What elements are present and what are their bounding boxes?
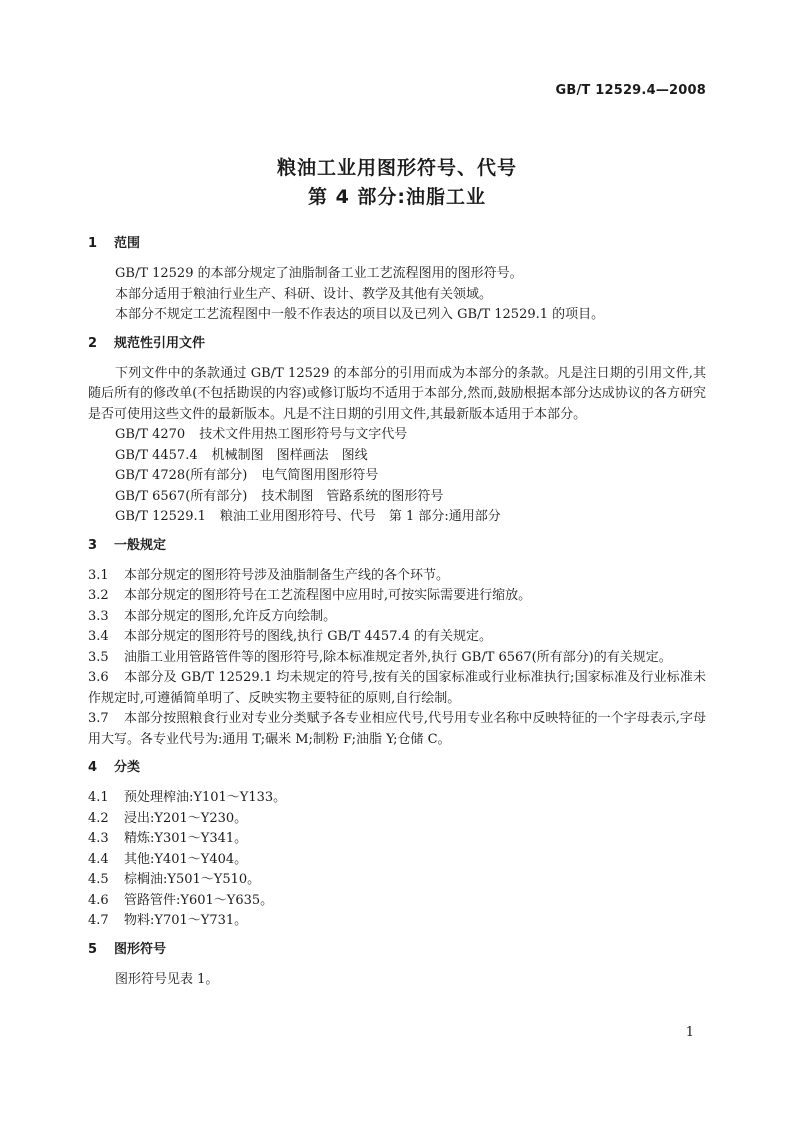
clause-text: 其他:Y401～Y404。: [124, 851, 248, 867]
reference-code: GB/T 4457.4: [115, 447, 198, 463]
reference-code: GB/T 12529.1: [115, 509, 206, 524]
clause-text: 本部分规定的图形符号的图线,执行 GB/T 4457.4 的有关规定。: [124, 629, 493, 644]
section-number: 1: [88, 236, 98, 251]
clause-number: 3.6: [88, 670, 109, 685]
reference-item: [88, 487, 706, 508]
clause-text: 本部分规定的图形符号在工艺流程图中应用时,可按实际需要进行缩放。: [124, 588, 532, 603]
section-number: 4: [88, 760, 98, 775]
clause-number: 3.7: [88, 711, 109, 726]
section-number: 5: [88, 941, 98, 957]
reference-item: [88, 507, 706, 528]
section-title: 范围: [114, 236, 141, 251]
reference-code: GB/T 4728(所有部分): [115, 468, 248, 483]
clause: [88, 891, 706, 912]
clause-number: 3.2: [88, 588, 109, 603]
clause-number: 4.6: [88, 892, 109, 908]
section-title: 图形符号: [114, 941, 167, 957]
section-number: 3: [88, 537, 98, 553]
clause-number: 4.2: [88, 810, 109, 826]
document-title-line-1: 粮油工业用图形符号、代号: [276, 157, 517, 179]
section-heading-scope: [88, 233, 706, 254]
clause-number: 4.3: [88, 831, 109, 846]
document-body: [88, 233, 706, 990]
clause-text: 精炼:Y301～Y341。: [124, 831, 248, 846]
reference-code: GB/T 4270: [115, 427, 186, 442]
clause-text: 物料:Y701～Y731。: [124, 913, 248, 928]
clause: [88, 607, 706, 628]
clause-number: 3.4: [88, 629, 109, 644]
reference-code: GB/T 6567(所有部分): [115, 488, 248, 504]
section-title: 规范性引用文件: [114, 335, 206, 351]
standard-number: GB/T 12529.4—2008: [555, 83, 706, 98]
reference-title: 粮油工业用图形符号、代号 第 1 部分:通用部分: [219, 509, 501, 524]
section-heading-general-rules: [88, 535, 706, 556]
paragraph: 本部分不规定工艺流程图中一般不作表达的项目以及已列入 GB/T 12529.1 的项目。: [115, 307, 605, 322]
reference-title: 技术文件用热工图形符号与文字代号: [199, 427, 408, 442]
clause-number: 4.7: [88, 913, 109, 928]
clause-number: 3.1: [88, 567, 109, 583]
document-title-line-2: 第 4 部分:油脂工业: [307, 186, 487, 208]
section-title: 一般规定: [114, 537, 167, 553]
clause-text: 本部分规定的图形,允许反方向绘制。: [124, 608, 337, 624]
section-heading-classification: [88, 757, 706, 778]
clause-text: 本部分按照粮食行业对专业分类赋予各专业相应代号,代号用专业名称中反映特征的一个字母表示,字母用大写。各专业代号为:通用 T;碾米 M;制粉 F;油脂 Y;仓储 C。: [88, 711, 706, 747]
clause: [88, 829, 706, 850]
section-heading-normative-references: [88, 333, 706, 354]
clause: [88, 788, 706, 809]
reference-title: 技术制图 管路系统的图形符号: [261, 488, 444, 504]
clause: [88, 627, 706, 648]
clause-text: 油脂工业用管路管件等的图形符号,除本标准规定者外,执行 GB/T 6567(所有部分)的有关规定。: [124, 649, 672, 665]
clause-number: 4.5: [88, 872, 109, 887]
clause-text: 浸出:Y201～Y230。: [124, 810, 248, 826]
clause: [88, 850, 706, 871]
clause: [88, 648, 706, 669]
clause-text: 本部分规定的图形符号涉及油脂制备生产线的各个环节。: [124, 567, 450, 583]
paragraph: 下列文件中的条款通过 GB/T 12529 的本部分的引用而成为本部分的条款。凡是注日期的引用文件,其随后所有的修改单(不包括勘误的内容)或修订版均不适用于本部分,然而,鼓励根据本部分达成协议的各方研究是否可使用这些文件的最新版本。凡是不注日期的引用文件,其最新版本适用于本部分。: [88, 365, 706, 422]
reference-item: [88, 446, 706, 467]
clause-text: 预处理榨油:Y101～Y133。: [124, 790, 287, 805]
clause: [88, 809, 706, 830]
reference-title: 电气简图用图形符号: [261, 468, 379, 483]
clause-text: 管路管件:Y601～Y635。: [124, 892, 274, 908]
clause: [88, 911, 706, 932]
clause: [88, 586, 706, 607]
clause-number: 3.3: [88, 608, 109, 624]
clause: [88, 566, 706, 587]
clause-number: 3.5: [88, 649, 109, 665]
paragraph: 图形符号见表 1。: [115, 971, 219, 987]
clause: [88, 709, 706, 750]
reference-item: [88, 425, 706, 446]
clause-text: 本部分及 GB/T 12529.1 均未规定的符号,按有关的国家标准或行业标准执行;国家标准及行业标准未作规定时,可遵循简单明了、反映实物主要特征的原则,自行绘制。: [88, 670, 706, 706]
reference-title: 机械制图 图样画法 图线: [211, 447, 368, 463]
clause: [88, 870, 706, 891]
page-number: 1: [685, 1025, 694, 1040]
section-title: 分类: [114, 760, 141, 775]
clause-number: 4.4: [88, 851, 109, 867]
clause: [88, 668, 706, 709]
paragraph: 本部分适用于粮油行业生产、科研、设计、教学及其他有关领域。: [115, 286, 493, 302]
clause-text: 棕榈油:Y501～Y510。: [124, 872, 261, 887]
section-heading-graphic-symbols: [88, 939, 706, 960]
section-number: 2: [88, 335, 98, 351]
clause-number: 4.1: [88, 790, 109, 805]
paragraph: GB/T 12529 的本部分规定了油脂制备工业工艺流程图用的图形符号。: [115, 266, 523, 281]
reference-item: [88, 466, 706, 487]
